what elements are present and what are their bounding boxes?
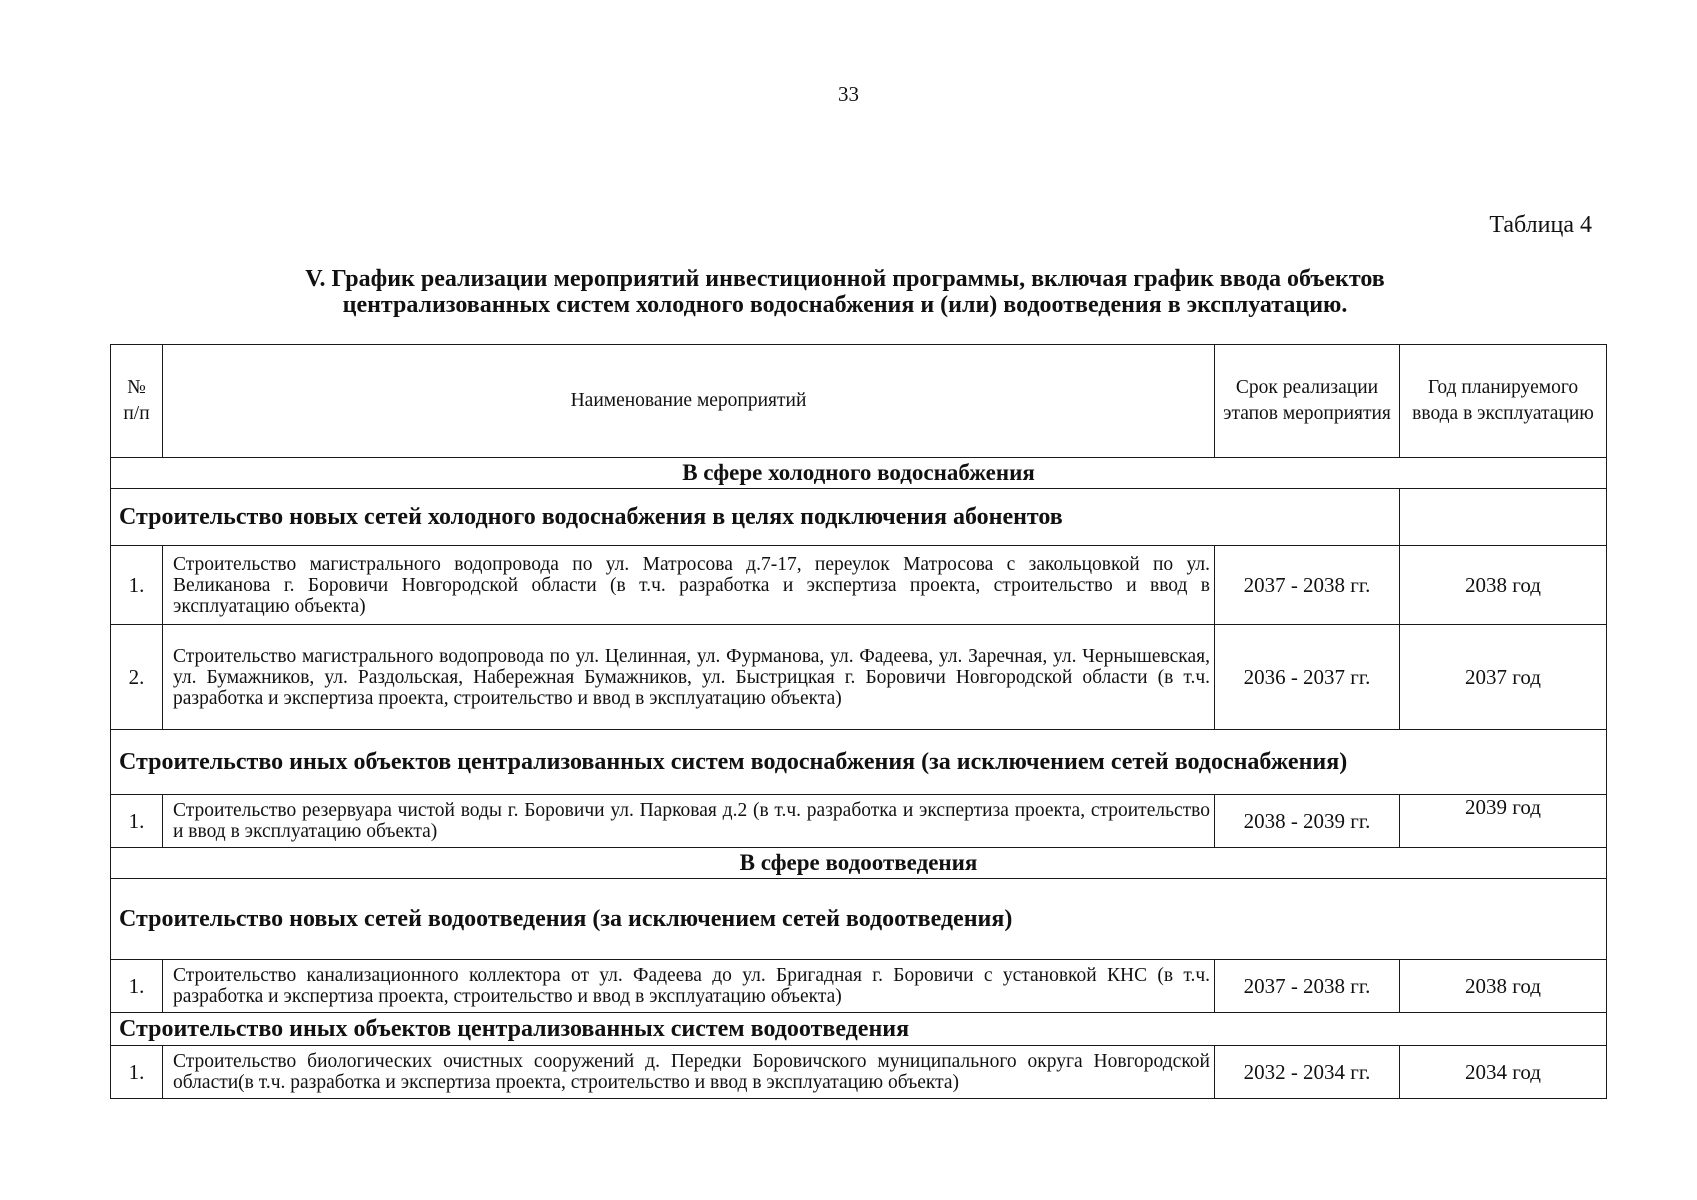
- section-title: Строительство иных объектов централизованных систем водоснабжения (за исключением сетей водоснабжения): [111, 730, 1607, 795]
- section-title: Строительство новых сетей водоотведения (за исключением сетей водоотведения): [111, 879, 1607, 960]
- header-period: Срок реализации этапов мероприятия: [1215, 345, 1400, 458]
- header-year: Год планируемого ввода в эксплуатацию: [1400, 345, 1607, 458]
- sphere-title: В сфере водоотведения: [111, 848, 1607, 879]
- investment-schedule-table: [110, 344, 1607, 1099]
- row-num: 1.: [111, 1046, 163, 1099]
- sphere-title: В сфере холодного водоснабжения: [111, 458, 1607, 489]
- row-period: 2036 - 2037 гг.: [1215, 625, 1400, 730]
- row-period: 2037 - 2038 гг.: [1215, 960, 1400, 1013]
- section-row: [111, 489, 1607, 546]
- row-year: 2037 год: [1400, 625, 1607, 730]
- row-year: 2034 год: [1400, 1046, 1607, 1099]
- row-period: 2037 - 2038 гг.: [1215, 546, 1400, 625]
- row-period: 2032 - 2034 гг.: [1215, 1046, 1400, 1099]
- sphere-row-water-supply: [111, 458, 1607, 489]
- row-num: 2.: [111, 625, 163, 730]
- row-desc: Строительство магистрального водопровода по ул. Целинная, ул. Фурманова, ул. Фадеева, ул. Заречная, ул. Чернышевская, ул. Бумажников, ул. Раздольская, Набережная Бумажников, ул. Быстрицкая г. Боровичи Новгородской области (в т.ч. разработка и экспертиза проекта, строительство и ввод в эксплуатацию объекта): [163, 625, 1215, 730]
- row-desc: Строительство резервуара чистой воды г. Боровичи ул. Парковая д.2 (в т.ч. разработка и экспертиза проекта, строительство и ввод в эксплуатацию объекта): [163, 795, 1215, 848]
- row-year: 2038 год: [1400, 546, 1607, 625]
- table-row: [111, 625, 1607, 730]
- header-name: Наименование мероприятий: [163, 345, 1215, 458]
- table-row: [111, 1046, 1607, 1099]
- title-line-1: V. График реализации мероприятий инвестиционной программы, включая график ввода объектов: [305, 266, 1385, 292]
- row-desc: Строительство канализационного коллектора от ул. Фадеева до ул. Бригадная г. Боровичи с установкой КНС (в т.ч. разработка и экспертиза проекта, строительство и ввод в эксплуатацию объекта): [163, 960, 1215, 1013]
- table-row: [111, 546, 1607, 625]
- header-num: № п/п: [111, 345, 163, 458]
- section-row: [111, 879, 1607, 960]
- section-row: [111, 730, 1607, 795]
- row-desc: Строительство биологических очистных сооружений д. Передки Боровичского муниципального округа Новгородской области(в т.ч. разработка и экспертиза проекта, строительство и ввод в эксплуатацию объекта): [163, 1046, 1215, 1099]
- section-empty-cell: [1400, 489, 1607, 546]
- row-year: 2038 год: [1400, 960, 1607, 1013]
- row-num: 1.: [111, 795, 163, 848]
- row-year: 2039 год: [1400, 795, 1607, 848]
- row-period: 2038 - 2039 гг.: [1215, 795, 1400, 848]
- section-row: [111, 1013, 1607, 1046]
- row-desc: Строительство магистрального водопровода по ул. Матросова д.7-17, переулок Матросова с закольцовкой по ул. Великанова г. Боровичи Новгородской области (в т.ч. разработка и экспертиза проекта, строительство и ввод в эксплуатацию объекта): [163, 546, 1215, 625]
- section-title: Строительство новых сетей холодного водоснабжения в целях подключения абонентов: [111, 489, 1400, 546]
- page-number: 33: [838, 82, 859, 106]
- table-label: Таблица 4: [1489, 212, 1592, 238]
- table-row: [111, 960, 1607, 1013]
- table-row: [111, 795, 1607, 848]
- table-header-row: [111, 345, 1607, 458]
- row-num: 1.: [111, 546, 163, 625]
- section-title: Строительство иных объектов централизованных систем водоотведения: [111, 1013, 1607, 1046]
- sphere-row-sewerage: [111, 848, 1607, 879]
- document-title: [180, 266, 1510, 318]
- row-num: 1.: [111, 960, 163, 1013]
- title-line-2: централизованных систем холодного водоснабжения и (или) водоотведения в эксплуатацию.: [342, 292, 1348, 318]
